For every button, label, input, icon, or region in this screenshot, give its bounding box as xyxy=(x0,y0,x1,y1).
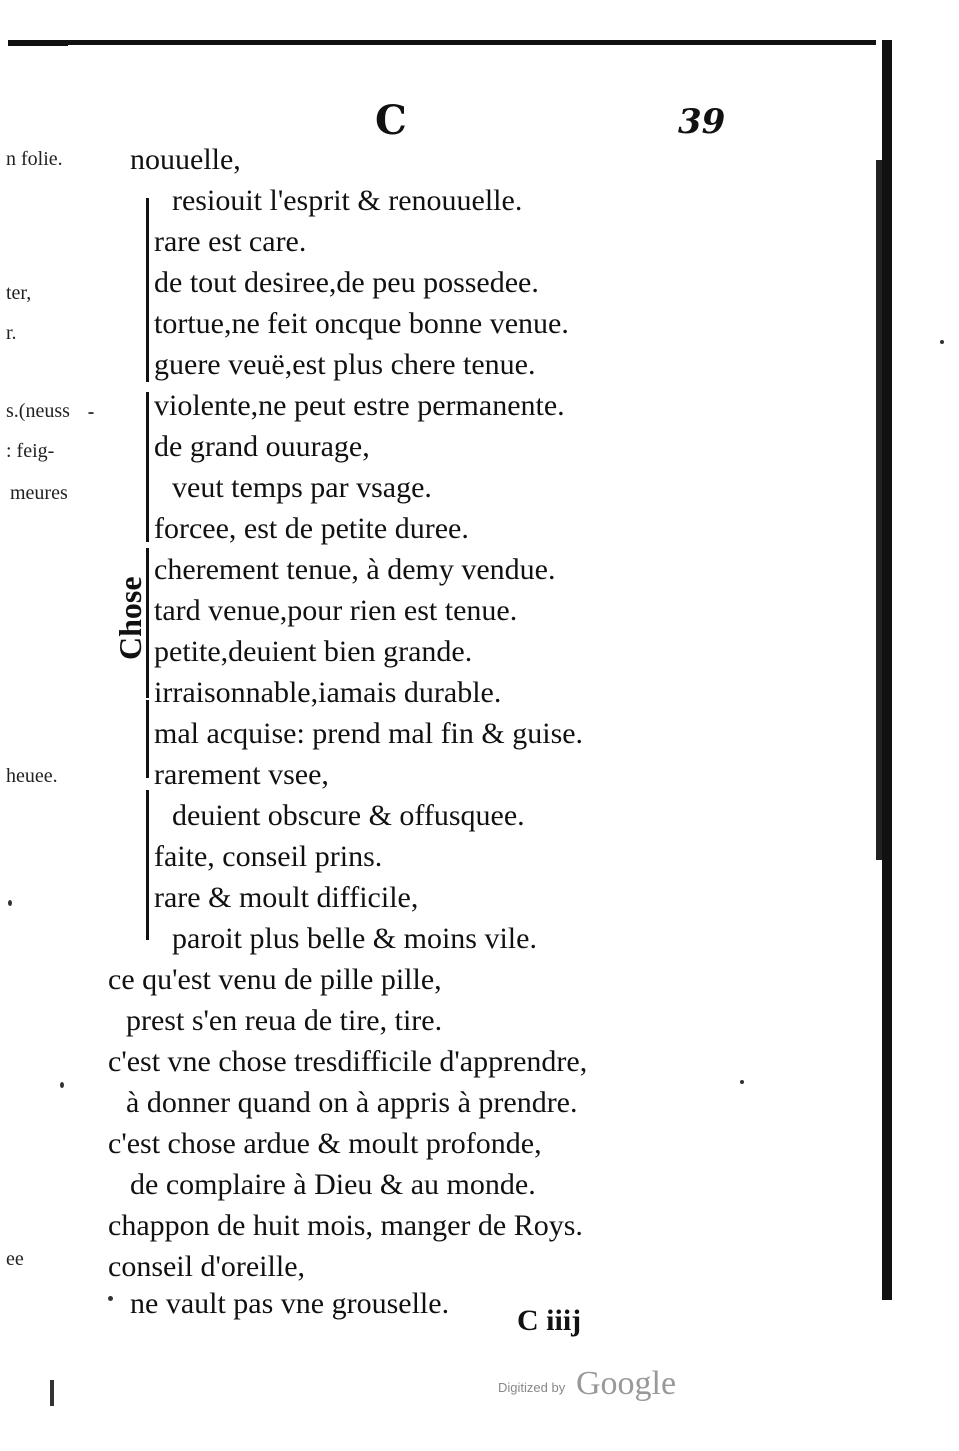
text-line: forcee, est de petite duree. xyxy=(154,512,469,545)
bracket-rule xyxy=(146,392,149,542)
margin-note: meures xyxy=(10,482,68,504)
scan-speck xyxy=(8,900,12,906)
text-line: de complaire à Dieu & au monde. xyxy=(130,1168,536,1201)
scan-speck xyxy=(940,340,944,344)
scan-speck xyxy=(108,1296,113,1301)
text-line: deuient obscure & offusquee. xyxy=(172,799,525,832)
margin-note: r. xyxy=(6,322,17,344)
scanned-page-edge xyxy=(876,40,896,1300)
text-line: chappon de huit mois, manger de Roys. xyxy=(108,1209,583,1242)
text-line: rare est care. xyxy=(154,225,307,258)
text-line: rare & moult difficile, xyxy=(154,881,419,914)
signature-mark: C iiij xyxy=(517,1304,582,1337)
text-line: tard venue,pour rien est tenue. xyxy=(154,594,518,627)
text-line: rarement vsee, xyxy=(154,758,329,791)
text-line: guere veuë,est plus chere tenue. xyxy=(154,348,536,381)
text-line: mal acquise: prend mal fin & guise. xyxy=(154,717,584,750)
google-wordmark: Google xyxy=(576,1365,677,1402)
bracket-rule xyxy=(146,700,149,778)
scan-speck xyxy=(88,412,94,414)
text-line: tortue,ne feit oncque bonne venue. xyxy=(154,307,569,340)
margin-note: s.(neuss xyxy=(6,400,70,422)
text-line: à donner quand on à appris à prendre. xyxy=(126,1086,578,1119)
bracket-rule xyxy=(146,198,149,382)
text-line: ne vault pas vne grouselle. xyxy=(130,1287,450,1320)
scan-speck xyxy=(50,1380,54,1406)
margin-note: n folie. xyxy=(6,148,63,170)
bracket-word: Chose xyxy=(112,576,148,660)
digitized-by-label: Digitized by xyxy=(498,1380,566,1395)
margin-note: : feig- xyxy=(6,440,55,462)
text-line: de grand ouurage, xyxy=(154,430,370,463)
margin-note: ee xyxy=(6,1248,24,1270)
scan-speck xyxy=(60,1082,64,1088)
text-line: c'est chose ardue & moult profonde, xyxy=(108,1127,542,1160)
text-line: nouuelle, xyxy=(130,143,241,176)
bracket-rule xyxy=(146,790,149,940)
text-line: paroit plus belle & moins vile. xyxy=(172,922,537,955)
margin-note: ter, xyxy=(6,282,32,304)
text-line: de tout desiree,de peu possedee. xyxy=(154,266,539,299)
running-head: C xyxy=(375,97,407,144)
margin-note: heuee. xyxy=(6,765,58,787)
text-line: petite,deuient bien grande. xyxy=(154,635,473,668)
text-line: veut temps par vsage. xyxy=(172,471,432,504)
text-line: resiouit l'esprit & renouuelle. xyxy=(172,184,523,217)
text-line: prest s'en reua de tire, tire. xyxy=(126,1004,443,1037)
top-rule-left xyxy=(8,43,68,46)
text-line: faite, conseil prins. xyxy=(154,840,383,873)
text-line: c'est vne chose tresdifficile d'apprendre, xyxy=(108,1045,588,1078)
text-line: irraisonnable,iamais durable. xyxy=(154,676,502,709)
top-rule xyxy=(8,40,876,45)
page-number: 39 xyxy=(678,102,726,142)
text-line: ce qu'est venu de pille pille, xyxy=(108,963,442,996)
text-line: violente,ne peut estre permanente. xyxy=(154,389,565,422)
text-line: conseil d'oreille, xyxy=(108,1250,306,1283)
scan-speck xyxy=(740,1080,744,1084)
text-line: cherement tenue, à demy vendue. xyxy=(154,553,556,586)
